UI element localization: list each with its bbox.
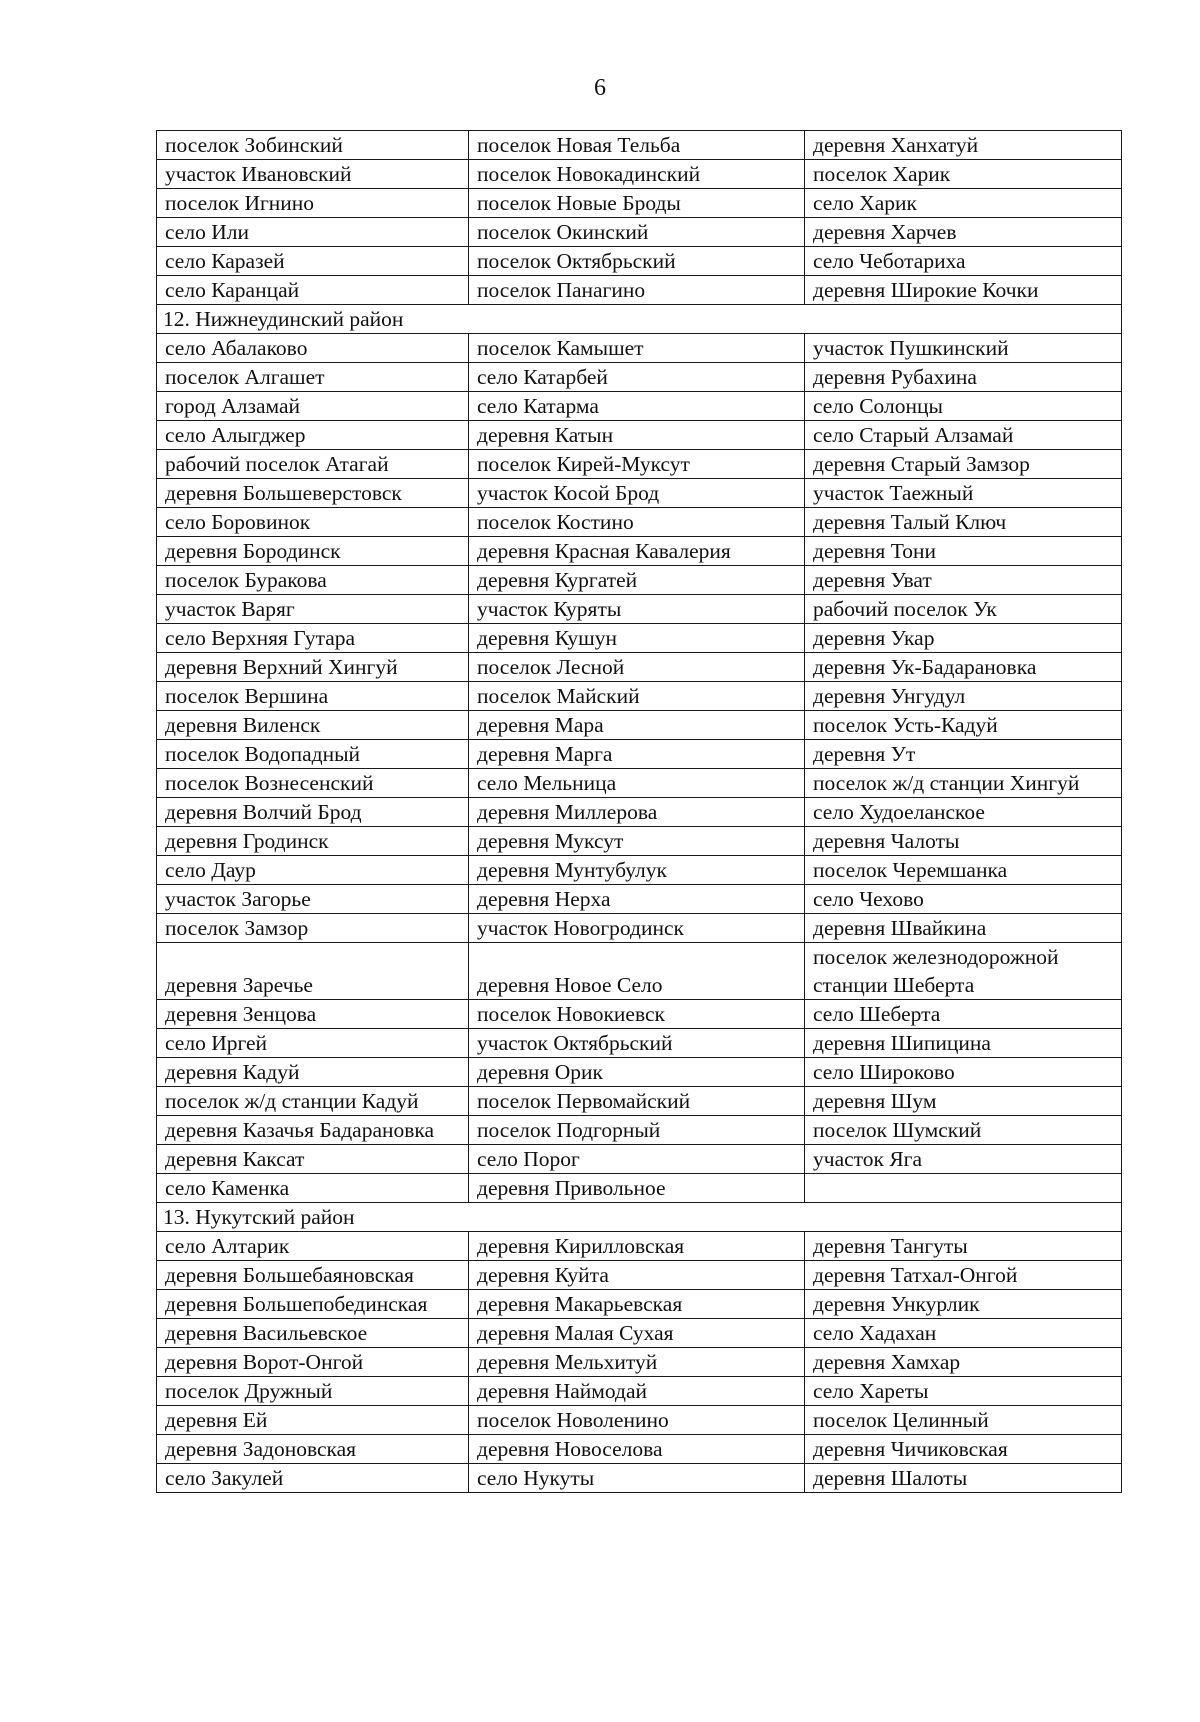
settlement-cell: деревня Бородинск <box>157 537 469 566</box>
settlement-cell: село Хадахан <box>805 1319 1122 1348</box>
settlement-cell: село Алтарик <box>157 1232 469 1261</box>
settlement-cell: поселок Подгорный <box>469 1116 805 1145</box>
table-row <box>157 1000 1122 1029</box>
table-row <box>157 1290 1122 1319</box>
settlement-cell: поселок ж/д станции Кадуй <box>157 1087 469 1116</box>
settlement-cell: рабочий поселок Атагай <box>157 450 469 479</box>
settlement-cell: участок Косой Брод <box>469 479 805 508</box>
settlement-cell: село Катарма <box>469 392 805 421</box>
settlement-cell: деревня Орик <box>469 1058 805 1087</box>
settlement-cell: рабочий поселок Ук <box>805 595 1122 624</box>
table-row <box>157 856 1122 885</box>
settlement-cell: деревня Казачья Бадарановка <box>157 1116 469 1145</box>
settlement-cell: село Даур <box>157 856 469 885</box>
settlement-cell: село Нукуты <box>469 1464 805 1493</box>
table-row <box>157 595 1122 624</box>
settlement-cell: деревня Мельхитуй <box>469 1348 805 1377</box>
settlement-cell: поселок Новые Броды <box>469 189 805 218</box>
table-row <box>157 624 1122 653</box>
settlement-cell: деревня Зенцова <box>157 1000 469 1029</box>
settlement-cell: поселок Новая Тельба <box>469 131 805 160</box>
settlement-cell: поселок Харик <box>805 160 1122 189</box>
settlement-cell: деревня Шалоты <box>805 1464 1122 1493</box>
table-row <box>157 1406 1122 1435</box>
settlement-cell: село Алыгджер <box>157 421 469 450</box>
settlement-cell: поселок Буракова <box>157 566 469 595</box>
settlement-cell: деревня Ут <box>805 740 1122 769</box>
settlement-cell: поселок Новокадинский <box>469 160 805 189</box>
settlement-cell: деревня Новоселова <box>469 1435 805 1464</box>
settlement-cell: деревня Виленск <box>157 711 469 740</box>
settlement-cell: деревня Кадуй <box>157 1058 469 1087</box>
district-heading-row <box>157 305 1122 334</box>
settlement-cell: поселок Новокиевск <box>469 1000 805 1029</box>
settlement-cell: поселок Вознесенский <box>157 769 469 798</box>
settlement-cell: поселок Зобинский <box>157 131 469 160</box>
settlement-cell: поселок Шумский <box>805 1116 1122 1145</box>
settlement-cell: село Каменка <box>157 1174 469 1203</box>
district-heading: 12. Нижнеудинский район <box>157 305 1122 334</box>
table-row <box>157 914 1122 943</box>
settlement-cell: деревня Талый Ключ <box>805 508 1122 537</box>
settlement-cell: поселок Кирей-Муксут <box>469 450 805 479</box>
settlement-cell: участок Пушкинский <box>805 334 1122 363</box>
settlement-cell: село Закулей <box>157 1464 469 1493</box>
settlement-cell: деревня Мара <box>469 711 805 740</box>
table-row <box>157 1145 1122 1174</box>
settlement-cell: село Порог <box>469 1145 805 1174</box>
settlement-cell: деревня Ук-Бадарановка <box>805 653 1122 682</box>
table-row <box>157 711 1122 740</box>
settlement-cell: село Или <box>157 218 469 247</box>
table-row <box>157 769 1122 798</box>
settlement-cell: деревня Большебаяновская <box>157 1261 469 1290</box>
table-row <box>157 798 1122 827</box>
settlement-cell: деревня Шум <box>805 1087 1122 1116</box>
settlement-cell: поселок Дружный <box>157 1377 469 1406</box>
settlement-cell: деревня Рубахина <box>805 363 1122 392</box>
settlement-cell: участок Загорье <box>157 885 469 914</box>
settlement-cell: деревня Гродинск <box>157 827 469 856</box>
settlement-cell: поселок Камышет <box>469 334 805 363</box>
table-row <box>157 1058 1122 1087</box>
table-row <box>157 1435 1122 1464</box>
settlement-cell: поселок ж/д станции Хингуй <box>805 769 1122 798</box>
table-row <box>157 450 1122 479</box>
page-number: 6 <box>594 75 606 101</box>
table-row <box>157 566 1122 595</box>
settlement-cell: село Катарбей <box>469 363 805 392</box>
settlement-cell: село Абалаково <box>157 334 469 363</box>
settlement-cell: деревня Чичиковская <box>805 1435 1122 1464</box>
settlement-cell: деревня Катын <box>469 421 805 450</box>
settlement-cell: село Хареты <box>805 1377 1122 1406</box>
settlement-cell: поселок Октябрьский <box>469 247 805 276</box>
table-row <box>157 1087 1122 1116</box>
district-heading-row <box>157 1203 1122 1232</box>
settlement-cell: участок Новогродинск <box>469 914 805 943</box>
table-row <box>157 1116 1122 1145</box>
settlement-cell: деревня Заречье <box>157 943 469 1000</box>
table-row <box>157 276 1122 305</box>
settlement-cell: деревня Тони <box>805 537 1122 566</box>
settlement-cell: участок Яга <box>805 1145 1122 1174</box>
table-row <box>157 740 1122 769</box>
settlement-cell: деревня Ворот-Онгой <box>157 1348 469 1377</box>
settlement-cell: деревня Укар <box>805 624 1122 653</box>
settlements-table <box>156 130 1122 1493</box>
table-row <box>157 131 1122 160</box>
settlement-cell: деревня Ункурлик <box>805 1290 1122 1319</box>
table-row <box>157 160 1122 189</box>
district-heading: 13. Нукутский район <box>157 1203 1122 1232</box>
settlement-cell: село Каранцай <box>157 276 469 305</box>
settlement-cell: участок Ивановский <box>157 160 469 189</box>
settlement-cell: село Иргей <box>157 1029 469 1058</box>
settlement-cell: деревня Кушун <box>469 624 805 653</box>
settlement-cell: поселок Майский <box>469 682 805 711</box>
settlement-cell: поселок Лесной <box>469 653 805 682</box>
table-row <box>157 537 1122 566</box>
settlement-cell: деревня Каксат <box>157 1145 469 1174</box>
settlement-cell: село Боровинок <box>157 508 469 537</box>
settlement-cell: поселок Вершина <box>157 682 469 711</box>
settlement-cell: участок Таежный <box>805 479 1122 508</box>
table-row <box>157 334 1122 363</box>
settlement-cell: город Алзамай <box>157 392 469 421</box>
settlement-cell: деревня Старый Замзор <box>805 450 1122 479</box>
settlement-cell: поселок Целинный <box>805 1406 1122 1435</box>
table-row <box>157 1261 1122 1290</box>
settlement-cell: участок Октябрьский <box>469 1029 805 1058</box>
settlements-table-body <box>157 131 1122 1493</box>
table-row <box>157 1174 1122 1203</box>
settlement-cell: деревня Широкие Кочки <box>805 276 1122 305</box>
settlement-cell: село Широково <box>805 1058 1122 1087</box>
settlement-cell: деревня Муксут <box>469 827 805 856</box>
settlement-cell: деревня Задоновская <box>157 1435 469 1464</box>
settlement-cell <box>805 1174 1122 1203</box>
settlement-cell: деревня Чалоты <box>805 827 1122 856</box>
settlement-cell: деревня Большепобединская <box>157 1290 469 1319</box>
settlement-cell: деревня Привольное <box>469 1174 805 1203</box>
table-row <box>157 363 1122 392</box>
table-row <box>157 885 1122 914</box>
settlement-cell: деревня Хамхар <box>805 1348 1122 1377</box>
settlement-cell: село Чехово <box>805 885 1122 914</box>
settlement-cell: деревня Нерха <box>469 885 805 914</box>
settlement-cell: деревня Кирилловская <box>469 1232 805 1261</box>
settlement-cell: село Верхняя Гутара <box>157 624 469 653</box>
settlement-cell: село Харик <box>805 189 1122 218</box>
table-row <box>157 1348 1122 1377</box>
settlement-cell: село Чеботариха <box>805 247 1122 276</box>
settlement-cell: деревня Макарьевская <box>469 1290 805 1319</box>
settlement-cell: село Шеберта <box>805 1000 1122 1029</box>
settlement-cell: деревня Наймодай <box>469 1377 805 1406</box>
settlement-cell: участок Варяг <box>157 595 469 624</box>
table-row <box>157 943 1122 1000</box>
settlement-cell: деревня Мунтубулук <box>469 856 805 885</box>
table-row <box>157 421 1122 450</box>
settlement-cell: село Солонцы <box>805 392 1122 421</box>
settlement-cell: деревня Татхал-Онгой <box>805 1261 1122 1290</box>
settlement-cell: деревня Марга <box>469 740 805 769</box>
table-row <box>157 189 1122 218</box>
settlement-cell: деревня Верхний Хингуй <box>157 653 469 682</box>
settlement-cell: деревня Куйта <box>469 1261 805 1290</box>
settlement-cell: деревня Шипицина <box>805 1029 1122 1058</box>
settlement-cell: поселок железнодорожной станции Шеберта <box>805 943 1122 1000</box>
table-row <box>157 1319 1122 1348</box>
settlement-cell: деревня Большеверстовск <box>157 479 469 508</box>
table-row <box>157 1029 1122 1058</box>
settlement-cell: поселок Водопадный <box>157 740 469 769</box>
settlement-cell: поселок Окинский <box>469 218 805 247</box>
table-row <box>157 1464 1122 1493</box>
settlement-cell: поселок Усть-Кадуй <box>805 711 1122 740</box>
settlement-cell: поселок Новоленино <box>469 1406 805 1435</box>
settlement-cell: поселок Черемшанка <box>805 856 1122 885</box>
table-row <box>157 827 1122 856</box>
settlement-cell: поселок Замзор <box>157 914 469 943</box>
settlement-cell: деревня Васильевское <box>157 1319 469 1348</box>
settlement-cell: село Старый Алзамай <box>805 421 1122 450</box>
settlement-cell: деревня Миллерова <box>469 798 805 827</box>
settlement-cell: деревня Кургатей <box>469 566 805 595</box>
settlement-cell: участок Куряты <box>469 595 805 624</box>
table-row <box>157 1232 1122 1261</box>
settlement-cell: поселок Алгашет <box>157 363 469 392</box>
table-row <box>157 682 1122 711</box>
settlement-cell: село Худоеланское <box>805 798 1122 827</box>
settlement-cell: деревня Уват <box>805 566 1122 595</box>
settlement-cell: деревня Красная Кавалерия <box>469 537 805 566</box>
settlement-cell: поселок Первомайский <box>469 1087 805 1116</box>
table-row <box>157 247 1122 276</box>
settlement-cell: деревня Ей <box>157 1406 469 1435</box>
settlement-cell: деревня Малая Сухая <box>469 1319 805 1348</box>
settlement-cell: поселок Костино <box>469 508 805 537</box>
settlement-cell: деревня Тангуты <box>805 1232 1122 1261</box>
settlement-cell: деревня Ханхатуй <box>805 131 1122 160</box>
table-row <box>157 653 1122 682</box>
settlement-cell: деревня Унгудул <box>805 682 1122 711</box>
table-row <box>157 1377 1122 1406</box>
table-row <box>157 218 1122 247</box>
settlement-cell: деревня Волчий Брод <box>157 798 469 827</box>
settlement-cell: село Каразей <box>157 247 469 276</box>
settlement-cell: поселок Панагино <box>469 276 805 305</box>
settlement-cell: село Мельница <box>469 769 805 798</box>
settlement-cell: поселок Игнино <box>157 189 469 218</box>
settlement-cell: деревня Харчев <box>805 218 1122 247</box>
settlement-cell: деревня Новое Село <box>469 943 805 1000</box>
table-row <box>157 479 1122 508</box>
table-row <box>157 392 1122 421</box>
settlement-cell: деревня Швайкина <box>805 914 1122 943</box>
table-row <box>157 508 1122 537</box>
